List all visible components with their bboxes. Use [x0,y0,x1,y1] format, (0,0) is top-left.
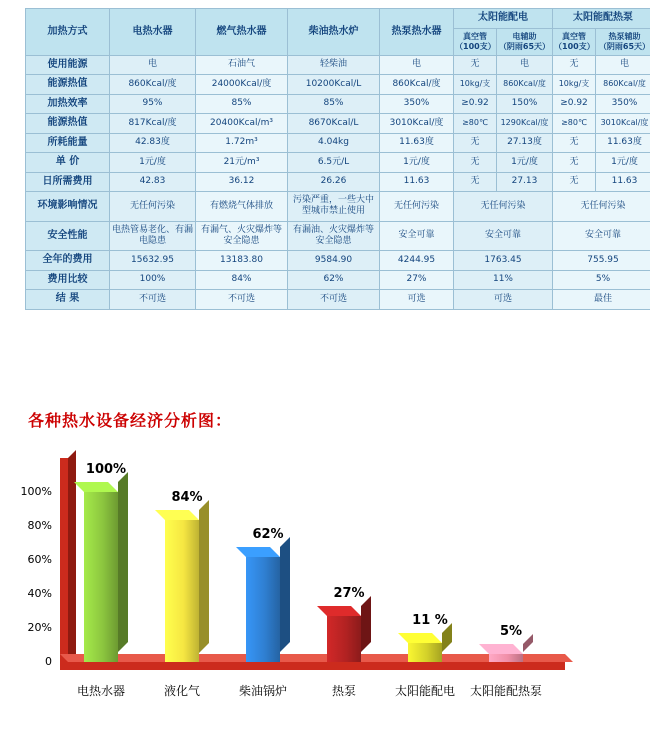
y-axis [60,458,68,662]
cell: 不可选 [110,290,196,310]
header-col-3: 热泵热水器 [380,9,454,56]
table-row [26,153,650,173]
row-label: 全年的费用 [26,251,110,271]
cell: 27.13 [497,172,553,192]
cell: 27.13度 [497,133,553,153]
row-label: 所耗能量 [26,133,110,153]
cell: 1元/度 [110,153,196,173]
cell: 4244.95 [380,251,454,271]
cell: 不可选 [288,290,380,310]
cell: 860Kcal/度 [380,75,454,95]
cell: 无任何污染 [454,192,553,222]
cell: 11.63 [596,172,650,192]
cell: 电 [110,55,196,75]
comparison-table-container [25,8,650,310]
x-category-label: 柴油锅炉 [238,684,287,698]
bar-top [74,482,118,492]
y-tick-label: 80% [27,519,52,533]
bar-front [246,557,280,662]
cell: 13183.80 [196,251,288,271]
y-tick-label: 20% [27,621,52,635]
cell: 有漏气、火灾爆炸等安全隐患 [196,221,288,251]
cell: 10kg/支 [553,75,596,95]
cell: 不可选 [196,290,288,310]
cell: 有燃烧气体排放 [196,192,288,222]
cell: 84% [196,270,288,290]
cell: 4.04kg [288,133,380,153]
cell: 无 [553,133,596,153]
cell: 150% [497,94,553,114]
bar-top [479,644,523,654]
bar-value-label: 5% [499,623,523,639]
cell: 1元/度 [596,153,650,173]
header-col-5: 太阳能配热泵 [553,9,650,29]
row-label: 结 果 [26,290,110,310]
table-row [26,94,650,114]
cell: 62% [288,270,380,290]
cell: 755.95 [553,251,650,271]
row-label: 能源热值 [26,75,110,95]
cell: 10200Kcal/L [288,75,380,95]
row-label: 费用比较 [26,270,110,290]
cell: 350% [380,94,454,114]
table-row [26,55,650,75]
cell: 860Kcal/度 [596,75,650,95]
bar-front [489,654,523,662]
subheader-2: 真空管 （100支） [553,28,596,55]
bar-side [199,500,209,653]
cell: 1元/度 [497,153,553,173]
subheader-0: 真空管 （100支） [454,28,497,55]
cell: 95% [110,94,196,114]
comparison-table [25,8,650,310]
cell: 电 [380,55,454,75]
cell: 42.83度 [110,133,196,153]
cell: ≥80℃ [553,114,596,134]
cell: 污染严重，一些大中型城市禁止使用 [288,192,380,222]
cell: 可选 [380,290,454,310]
cell: 1元/度 [380,153,454,173]
cell: 1.72m³ [196,133,288,153]
cell: 3010Kcal/度 [596,114,650,134]
header-col-0: 电热水器 [110,9,196,56]
cell: 无 [454,153,497,173]
header-col-4: 太阳能配电 [454,9,553,29]
bar-front [84,492,118,662]
bar-value-label: 62% [252,526,284,542]
cell: 安全可靠 [380,221,454,251]
x-axis [60,662,565,670]
cell: ≥80℃ [454,114,497,134]
cell: 6.5元/L [288,153,380,173]
bar-chart [0,440,650,698]
cell: 石油气 [196,55,288,75]
cell: 无 [553,153,596,173]
row-label: 日所需费用 [26,172,110,192]
cell: 无 [454,172,497,192]
bar-side [118,472,128,652]
cell: 无 [553,55,596,75]
cell: 无任何污染 [110,192,196,222]
cell: 无任何污染 [380,192,454,222]
cell: 最佳 [553,290,650,310]
cell: 860Kcal/度 [497,75,553,95]
bar [84,492,118,662]
table-row [26,114,650,134]
cell: 5% [553,270,650,290]
subheader-1: 电辅助 （阴雨65天） [497,28,553,55]
y-tick-label: 0 [45,655,52,668]
table-row [26,221,650,251]
table-row [26,290,650,310]
cell: 860Kcal/度 [110,75,196,95]
cell: 1763.45 [454,251,553,271]
row-label: 安全性能 [26,221,110,251]
y-tick-label: 40% [27,587,52,601]
cell: 21元/m³ [196,153,288,173]
cell: 817Kcal/度 [110,114,196,134]
cell: 27% [380,270,454,290]
cell: 42.83 [110,172,196,192]
cell: 电 [596,55,650,75]
bar-side [280,537,290,652]
cell: 电 [497,55,553,75]
row-label: 使用能源 [26,55,110,75]
y-tick-label: 100% [20,485,52,499]
table-header-row [26,9,650,29]
bar-value-label: 84% [171,489,203,505]
bar-top [236,547,280,557]
bar-value-label: 27% [333,586,365,602]
bar [246,557,280,662]
cell: 安全可靠 [454,221,553,251]
table-row [26,192,650,222]
cell: 11.63度 [380,133,454,153]
cell: 11.63度 [596,133,650,153]
row-label: 加热效率 [26,94,110,114]
cell: 有漏油、火灾爆炸等安全隐患 [288,221,380,251]
cell: 36.12 [196,172,288,192]
x-category-label: 太阳能配热泵 [469,684,542,698]
x-category-label: 电热水器 [76,684,125,698]
y-tick-label: 60% [27,553,52,567]
cell: 无 [454,55,497,75]
cell: 10kg/支 [454,75,497,95]
cell: 100% [110,270,196,290]
cell: 85% [196,94,288,114]
bar-top [317,606,361,616]
header-method: 加热方式 [26,9,110,56]
bar-front [408,643,442,662]
bar [408,643,442,662]
cell: 11.63 [380,172,454,192]
cell: 3010Kcal/度 [380,114,454,134]
row-label: 能源热值 [26,114,110,134]
cell: 26.26 [288,172,380,192]
bar [327,616,361,662]
table-row [26,251,650,271]
row-label: 单 价 [26,153,110,173]
cell: 85% [288,94,380,114]
cell: 24000Kcal/度 [196,75,288,95]
cell: 11% [454,270,553,290]
bar-top [398,633,442,643]
cell: 安全可靠 [553,221,650,251]
cell: ≥0.92 [553,94,596,114]
x-category-label: 热泵 [331,684,356,698]
cell: 可选 [454,290,553,310]
table-row [26,172,650,192]
bar-front [327,616,361,662]
bar-front [165,520,199,663]
chart-title: 各种热水设备经济分析图： [28,411,233,430]
table-row [26,75,650,95]
cell: 1290Kcal/度 [497,114,553,134]
table-row [26,270,650,290]
cell: 20400Kcal/m³ [196,114,288,134]
cell: 无 [454,133,497,153]
cell: 无任何污染 [553,192,650,222]
bar-value-label: 100% [85,462,127,478]
row-label: 环境影响情况 [26,192,110,222]
cell: 无 [553,172,596,192]
cell: 电热管易老化、有漏电隐患 [110,221,196,251]
bar-value-label: 11 % [412,613,448,629]
x-category-label: 太阳能配电 [394,684,455,698]
x-category-label: 液化气 [163,684,200,698]
cell: 350% [596,94,650,114]
cell: 8670Kcal/L [288,114,380,134]
cell: ≥0.92 [454,94,497,114]
cell: 9584.90 [288,251,380,271]
table-row [26,133,650,153]
cell: 轻柴油 [288,55,380,75]
cell: 15632.95 [110,251,196,271]
bar [165,520,199,663]
header-col-2: 柴油热水炉 [288,9,380,56]
header-col-1: 燃气热水器 [196,9,288,56]
bar-top [155,510,199,520]
bar-side [361,596,371,652]
bar [489,654,523,662]
subheader-3: 热泵辅助 （阴雨65天） [596,28,650,55]
